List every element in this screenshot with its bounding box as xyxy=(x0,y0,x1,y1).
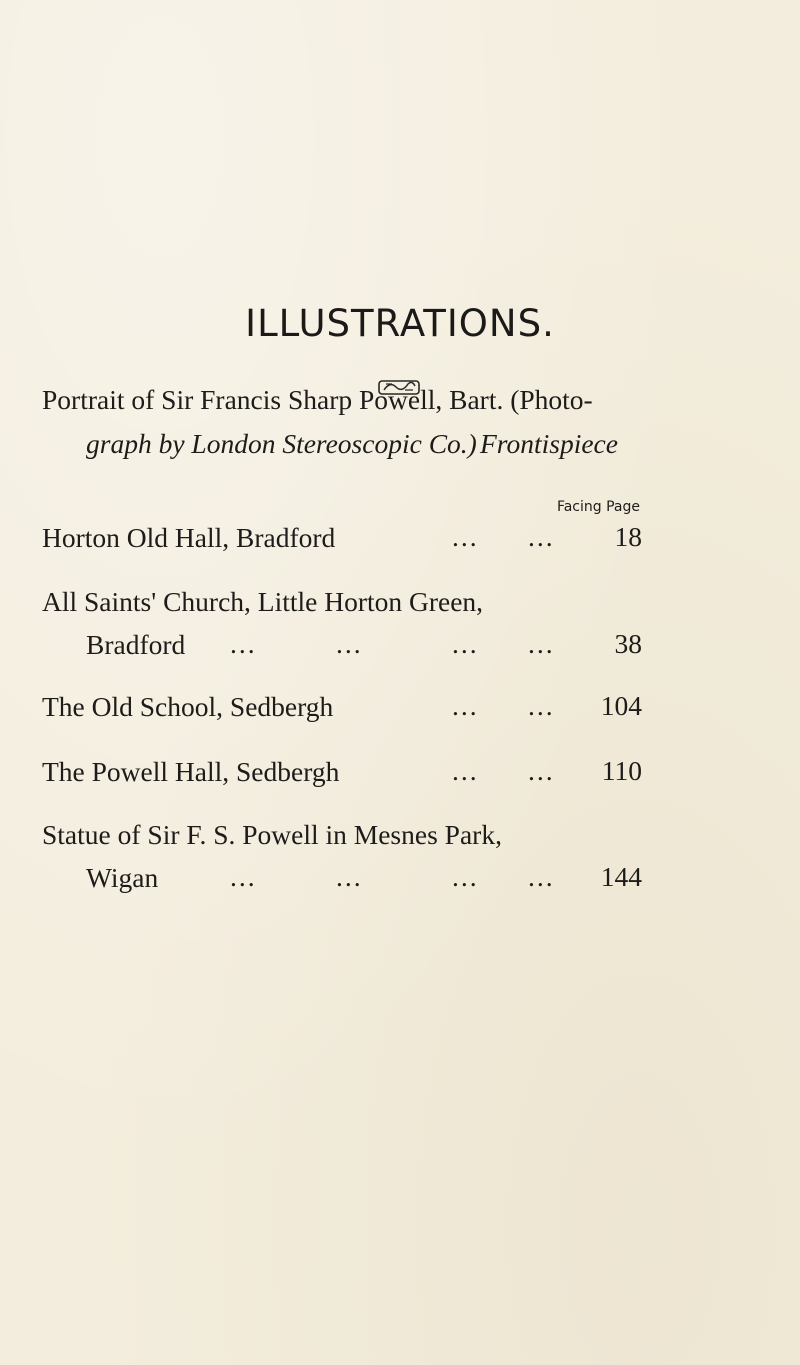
leader-dots: ... xyxy=(452,628,479,659)
entry-title: All Saints' Church, Little Horton Green, xyxy=(42,586,484,617)
page-number: 144 xyxy=(600,861,642,892)
entry-title: Statue of Sir F. S. Powell in Mesnes Park, xyxy=(42,819,502,850)
leader-dots: ... xyxy=(528,628,555,659)
frontispiece-line-2 xyxy=(86,427,800,461)
photo-credit: graph by London Stereoscopic Co.) xyxy=(86,428,477,459)
entry-title: Horton Old Hall, Bradford xyxy=(42,522,336,553)
leader-dots: ... xyxy=(452,861,479,892)
leader-dots: ... xyxy=(452,690,479,721)
frontispiece-line-1: Portrait of Sir Francis Sharp Powell, Bart. (Photo- xyxy=(42,384,593,415)
page-title: ILLUSTRATIONS. xyxy=(245,302,555,345)
leader-dots: ... xyxy=(528,521,555,552)
leader-dots: ... xyxy=(230,861,257,892)
entry-title: The Old School, Sedbergh xyxy=(42,691,334,722)
entry-title-continued: Bradford xyxy=(86,629,186,660)
leader-dots: ... xyxy=(528,861,555,892)
page-number: 18 xyxy=(614,521,642,552)
leader-dots: ... xyxy=(336,628,363,659)
facing-page-label: Facing Page xyxy=(556,499,640,515)
frontispiece-label: Frontispiece xyxy=(480,428,618,459)
entry-title: The Powell Hall, Sedbergh xyxy=(42,756,340,787)
page-number: 104 xyxy=(600,690,642,721)
leader-dots: ... xyxy=(452,755,479,786)
page-number: 110 xyxy=(601,755,642,786)
page-number: 38 xyxy=(614,628,642,659)
leader-dots: ... xyxy=(230,628,257,659)
leader-dots: ... xyxy=(452,521,479,552)
entry-title-continued: Wigan xyxy=(86,862,159,893)
leader-dots: ... xyxy=(528,690,555,721)
leader-dots: ... xyxy=(528,755,555,786)
leader-dots: ... xyxy=(336,861,363,892)
